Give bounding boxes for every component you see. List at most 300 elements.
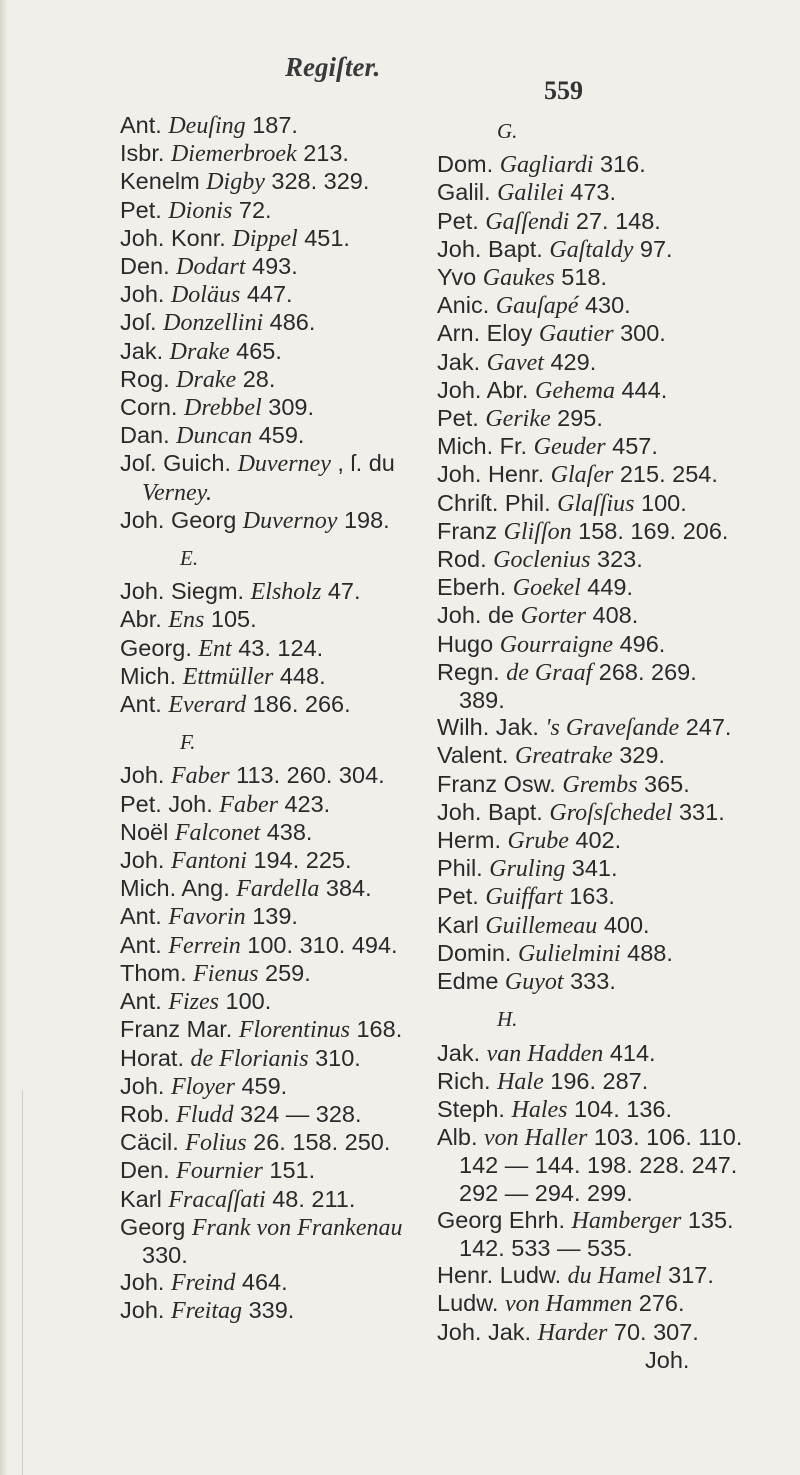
entry-given-name: Joh. xyxy=(120,1297,165,1324)
entry-name: Ens xyxy=(168,607,205,634)
index-entry xyxy=(120,960,480,988)
entry-given-name: Jak. xyxy=(437,1039,481,1066)
index-entry xyxy=(437,377,797,405)
entry-name: Gruling xyxy=(489,856,566,883)
entry-given-name: Yvo xyxy=(437,264,477,291)
index-entry xyxy=(120,1129,480,1157)
entry-pages: 100. 310. 494. xyxy=(247,931,398,958)
index-entry xyxy=(120,1101,480,1129)
index-entry xyxy=(120,762,480,790)
entry-given-name: Joſ. xyxy=(120,309,157,336)
entry-given-name: Franz xyxy=(437,517,498,544)
entry-given-name: Joh. de xyxy=(437,602,515,629)
entry-given-name: Rob. xyxy=(120,1100,170,1127)
entry-given-name: Ant. xyxy=(120,112,162,138)
entry-given-name: Kenelm xyxy=(120,168,200,195)
entry-name: Gerike xyxy=(485,406,551,433)
entry-pages: 47. xyxy=(327,578,361,605)
index-entry xyxy=(437,1319,797,1347)
entry-pages: 27. 148. xyxy=(575,207,661,234)
entry-given-name: Mich. xyxy=(120,662,177,689)
entry-name: Fantoni xyxy=(170,848,247,875)
index-entry xyxy=(120,309,480,337)
entry-name: Folius xyxy=(185,1130,247,1157)
entry-name: Duvernoy xyxy=(242,507,338,534)
entry-pages: 329. xyxy=(619,742,665,769)
entry-name: Gautier xyxy=(538,321,614,348)
entry-given-name: Joh. Georg xyxy=(120,506,237,533)
entry-given-name: Jak. xyxy=(437,348,481,375)
entry-given-name: Rod. xyxy=(437,546,487,573)
index-entry xyxy=(437,1124,797,1152)
entry-name: Hamberger xyxy=(571,1207,682,1234)
entry-name: Freind xyxy=(170,1270,236,1297)
entry-pages: 100. xyxy=(225,988,272,1015)
entry-given-name: Ant. xyxy=(120,903,162,930)
entry-pages: 292 — 294. 299. xyxy=(459,1179,633,1206)
entry-given-name: Abr. xyxy=(120,606,162,633)
entry-given-name: Noël xyxy=(120,818,169,845)
entry-pages: 196. 287. xyxy=(550,1067,649,1094)
entry-pages: 309. xyxy=(268,394,315,421)
entry-given-name: Cäcil. xyxy=(120,1129,179,1156)
entry-given-name: Galil. xyxy=(437,179,491,206)
section-letter: G. xyxy=(497,119,518,143)
entry-pages: 341. xyxy=(571,855,618,882)
entry-given-name: Mich. Fr. xyxy=(437,433,528,460)
index-entry-pages-continuation xyxy=(437,1180,797,1207)
entry-pages: 259. xyxy=(265,959,311,986)
entry-pages: 365. xyxy=(644,770,690,797)
entry-name: Fournier xyxy=(176,1158,263,1185)
index-entry-pages-continuation xyxy=(120,1242,480,1269)
entry-name: Hales xyxy=(511,1096,568,1123)
index-entry xyxy=(437,883,797,911)
index-entry xyxy=(437,574,797,602)
entry-pages: 444. xyxy=(621,376,668,403)
index-entry xyxy=(437,855,797,883)
entry-pages: 402. xyxy=(575,827,622,854)
entry-name: Gehema xyxy=(534,377,615,404)
section-letter: H. xyxy=(497,1007,518,1032)
index-entry xyxy=(120,366,480,394)
entry-name: de Graaf xyxy=(506,659,593,686)
entry-name: Fardella xyxy=(236,876,320,903)
index-entry xyxy=(437,659,797,687)
entry-given-name: Pet. xyxy=(437,207,479,234)
index-entry xyxy=(437,799,797,827)
index-entry xyxy=(437,602,797,630)
entry-pages: 163. xyxy=(569,883,615,910)
entry-name: Elsholz xyxy=(250,579,322,606)
entry-pages: 295. xyxy=(557,405,603,432)
entry-name: Guiffart xyxy=(485,884,563,911)
entry-name: Gavet xyxy=(486,349,544,376)
entry-pages: 139. xyxy=(252,903,298,930)
entry-pages: 414. xyxy=(609,1039,656,1066)
entry-pages: 104. 136. xyxy=(574,1095,673,1122)
entry-pages: 447. xyxy=(246,281,293,308)
entry-name: Goclenius xyxy=(493,547,591,574)
index-entry xyxy=(120,635,480,663)
entry-pages: 97. xyxy=(639,235,673,262)
index-entry xyxy=(437,1262,797,1290)
entry-name: Doläus xyxy=(170,282,241,309)
entry-name: Hale xyxy=(497,1068,544,1095)
entry-name: Dionis xyxy=(168,197,233,224)
index-entry xyxy=(437,912,797,940)
index-entry xyxy=(437,433,797,461)
entry-given-name: Pet. Joh. xyxy=(120,790,213,817)
index-entry-pages-continuation xyxy=(437,1235,797,1262)
entry-name: Grube xyxy=(507,828,569,855)
entry-given-name: Georg Ehrh. xyxy=(437,1206,566,1233)
index-entry xyxy=(437,742,797,770)
entry-pages: 323. xyxy=(597,546,643,573)
entry-given-name: Isbr. xyxy=(120,140,165,167)
entry-pages: 300. xyxy=(620,320,666,347)
entry-name: Deuſing xyxy=(168,113,246,139)
index-entry xyxy=(120,847,480,875)
page-title: Regiſter. xyxy=(285,52,381,82)
index-entry xyxy=(120,1269,480,1297)
entry-name: Geuder xyxy=(533,434,606,461)
entry-name: Drake xyxy=(169,338,230,365)
entry-pages: 142 — 144. 198. 228. 247. xyxy=(459,1152,738,1179)
entry-given-name: Pet. xyxy=(437,405,479,432)
index-entry xyxy=(120,875,480,903)
entry-given-name: Alb. xyxy=(437,1124,478,1151)
index-entry xyxy=(120,903,480,931)
entry-given-name: Wilh. Jak. xyxy=(437,714,539,741)
index-column-right xyxy=(437,108,797,1374)
entry-pages: 187. xyxy=(252,112,298,138)
index-entry xyxy=(120,819,480,847)
entry-name: Gaſſendi xyxy=(485,208,570,235)
entry-pages: 408. xyxy=(592,602,639,629)
index-entry xyxy=(120,1297,480,1325)
entry-name: Dodart xyxy=(176,254,246,281)
entry-name: Groſsſchedel xyxy=(549,799,673,826)
entry-name: Diemerbroek xyxy=(170,141,297,168)
entry-pages: 389. xyxy=(459,687,505,714)
entry-pages: 496. xyxy=(619,630,666,657)
entry-given-name: Jak. xyxy=(120,337,164,364)
index-entry xyxy=(437,490,797,518)
entry-given-name: Steph. xyxy=(437,1095,505,1122)
entry-given-name: Joh. Jak. xyxy=(437,1318,532,1345)
entry-name: du Hamel xyxy=(567,1263,662,1290)
entry-pages: 438. xyxy=(266,818,313,845)
entry-given-name: Henr. Ludw. xyxy=(437,1262,562,1289)
entry-name: Falconet xyxy=(174,819,261,846)
entry-given-name: Joh. xyxy=(120,847,165,874)
entry-given-name: Ant. xyxy=(120,988,162,1015)
index-entry xyxy=(120,1073,480,1101)
entry-name: Ent xyxy=(198,635,232,662)
entry-given-name: Joh. Siegm. xyxy=(120,578,245,605)
entry-given-name: Joh. Bapt. xyxy=(437,798,543,825)
entry-given-name: Joſ. Guich. xyxy=(120,450,232,477)
entry-name: Faber xyxy=(170,763,230,790)
entry-pages: 339. xyxy=(248,1297,295,1324)
index-entry-pages-continuation xyxy=(437,687,797,714)
entry-name: Ferrein xyxy=(168,932,241,959)
index-column-left xyxy=(120,112,480,1326)
entry-pages: 186. 266. xyxy=(252,691,351,718)
entry-name: Greatrake xyxy=(514,743,613,770)
entry-pages: 400. xyxy=(603,911,650,938)
index-entry xyxy=(437,264,797,292)
entry-given-name: Mich. Ang. xyxy=(120,875,230,902)
entry-pages: 142. 533 — 535. xyxy=(459,1234,633,1261)
index-entry xyxy=(120,281,480,309)
entry-pages: 247. xyxy=(685,714,732,741)
entry-pages: 213. xyxy=(303,140,349,167)
index-entry xyxy=(437,546,797,574)
entry-pages: 448. xyxy=(279,662,326,689)
entry-given-name: Horat. xyxy=(120,1044,184,1071)
index-entry xyxy=(120,197,480,225)
index-entry xyxy=(120,606,480,634)
index-entry xyxy=(437,461,797,489)
entry-name: Gagliardi xyxy=(499,152,594,179)
entry-pages: 317. xyxy=(668,1262,714,1289)
entry-given-name: Hugo xyxy=(437,630,494,657)
entry-given-name: Georg. xyxy=(120,634,192,661)
entry-given-name: Joh. Abr. xyxy=(437,376,529,403)
index-entry xyxy=(437,771,797,799)
section-letter: F. xyxy=(180,730,196,755)
entry-pages: 459. xyxy=(241,1072,288,1099)
index-entry xyxy=(437,405,797,433)
entry-name: Frank von Frankenau xyxy=(191,1214,403,1241)
index-entry xyxy=(120,140,480,168)
entry-given-name: Joh. xyxy=(120,1072,165,1099)
index-entry-pages-continuation xyxy=(437,1152,797,1179)
entry-pages: 429. xyxy=(550,348,597,375)
entry-given-name: Valent. xyxy=(437,742,509,769)
entry-name: 's Graveſande xyxy=(545,715,680,742)
entry-given-name: Joh. Konr. xyxy=(120,224,226,251)
entry-pages: 100. xyxy=(641,489,687,516)
entry-pages: 330. xyxy=(142,1241,188,1268)
entry-name: de Florianis xyxy=(190,1045,309,1072)
index-entry xyxy=(120,1186,480,1214)
index-entry xyxy=(437,236,797,264)
index-entry xyxy=(437,208,797,236)
entry-pages: 457. xyxy=(612,433,658,460)
index-entry xyxy=(120,507,480,535)
entry-given-name: Joh. xyxy=(120,281,165,308)
index-entry xyxy=(437,714,797,742)
index-entry xyxy=(120,1045,480,1073)
index-entry xyxy=(437,827,797,855)
entry-pages: 194. 225. xyxy=(253,847,352,874)
index-entry xyxy=(120,791,480,819)
index-entry xyxy=(120,422,480,450)
entry-pages: 48. 211. xyxy=(272,1185,356,1212)
entry-pages: 72. xyxy=(238,196,272,223)
entry-given-name: Den. xyxy=(120,1157,170,1184)
index-entry xyxy=(120,988,480,1016)
entry-name: Drebbel xyxy=(184,395,262,422)
entry-pages: 465. xyxy=(236,337,282,364)
entry-pages: 151. xyxy=(269,1157,316,1184)
entry-given-name: Joh. xyxy=(120,1269,165,1296)
entry-name: Digby xyxy=(206,169,265,196)
index-entry xyxy=(437,1068,797,1096)
entry-given-name: Thom. xyxy=(120,959,187,986)
entry-pages: 158. 169. 206. xyxy=(578,517,729,544)
entry-given-name: Joh. xyxy=(120,762,165,789)
entry-name: Gauſapé xyxy=(495,293,579,320)
entry-given-name: Joh. Henr. xyxy=(437,461,545,488)
entry-pages: 384. xyxy=(325,875,372,902)
entry-pages: 473. xyxy=(570,179,617,206)
index-entry xyxy=(120,450,480,478)
entry-pages: 113. 260. 304. xyxy=(236,762,385,789)
entry-pages: 459. xyxy=(258,422,305,449)
entry-pages: 486. xyxy=(269,309,316,336)
entry-pages: 168. xyxy=(356,1016,403,1043)
entry-pages: 451. xyxy=(304,224,350,251)
entry-pages: 103. 106. 110. xyxy=(593,1124,743,1151)
index-entry xyxy=(437,968,797,996)
entry-pages: 26. 158. 250. xyxy=(253,1129,391,1156)
entry-given-name: Ant. xyxy=(120,691,162,718)
entry-name: Fienus xyxy=(193,960,259,987)
entry-name: Favorin xyxy=(168,904,246,931)
index-entry xyxy=(120,168,480,196)
entry-name: Drake xyxy=(176,366,237,393)
entry-pages: , ſ. du xyxy=(337,450,395,477)
index-entry xyxy=(437,1096,797,1124)
entry-given-name: Arn. Eloy xyxy=(437,320,533,347)
entry-name: Fizes xyxy=(168,989,220,1016)
index-entry xyxy=(437,151,797,179)
entry-name: Donzellini xyxy=(163,310,264,337)
entry-pages: 488. xyxy=(627,939,673,966)
entry-name: Ettmüller xyxy=(182,663,274,690)
entry-pages: 198. xyxy=(343,506,390,533)
entry-given-name: Ludw. xyxy=(437,1290,499,1317)
entry-pages: 310. xyxy=(315,1044,361,1071)
index-entry xyxy=(120,932,480,960)
index-entry xyxy=(120,691,480,719)
entry-name: Glaſſius xyxy=(557,490,635,517)
entry-pages: 135. xyxy=(687,1206,734,1233)
entry-given-name: Ant. xyxy=(120,931,162,958)
entry-name: Duncan xyxy=(176,423,253,450)
entry-pages: 268. 269. xyxy=(598,658,697,685)
entry-given-name: Regn. xyxy=(437,658,500,685)
entry-name: Gliſſon xyxy=(503,518,572,545)
index-entry xyxy=(437,1207,797,1235)
index-entry xyxy=(120,1016,480,1044)
entry-name: Dippel xyxy=(232,225,298,252)
entry-name: Verney. xyxy=(142,479,212,506)
index-entry xyxy=(120,225,480,253)
entry-given-name: Herm. xyxy=(437,827,501,854)
entry-name: Gaukes xyxy=(482,265,555,292)
entry-pages: 316. xyxy=(600,151,646,178)
section-letter: E. xyxy=(180,546,199,571)
index-entry xyxy=(120,578,480,606)
entry-given-name: Georg xyxy=(120,1213,186,1240)
entry-name: Florentinus xyxy=(238,1017,350,1044)
entry-given-name: Edme xyxy=(437,968,499,995)
entry-given-name: Anic. xyxy=(437,292,490,319)
entry-name: Galilei xyxy=(497,180,564,207)
entry-name: Glaſer xyxy=(550,462,614,489)
entry-name: Gulielmini xyxy=(517,940,621,967)
entry-pages: 105. xyxy=(210,606,257,633)
entry-name: Gaſtaldy xyxy=(549,236,634,263)
entry-given-name: Chriſt. Phil. xyxy=(437,489,551,516)
entry-given-name: Domin. xyxy=(437,939,512,966)
page-edge-shadow xyxy=(0,0,8,1475)
entry-pages: 518. xyxy=(561,264,607,291)
entry-pages: 464. xyxy=(241,1269,288,1296)
entry-given-name: Karl xyxy=(437,911,479,938)
index-entry xyxy=(120,338,480,366)
entry-given-name: Den. xyxy=(120,253,170,280)
index-entry xyxy=(437,518,797,546)
entry-given-name: Dom. xyxy=(437,151,494,178)
index-entry xyxy=(437,631,797,659)
index-entry xyxy=(437,320,797,348)
entry-name: van Hadden xyxy=(486,1040,604,1067)
entry-given-name: Franz Mar. xyxy=(120,1016,233,1043)
index-entry xyxy=(437,292,797,320)
index-entry xyxy=(120,394,480,422)
entry-pages: 276. xyxy=(638,1290,685,1317)
entry-name: Fracaſſati xyxy=(168,1186,266,1213)
entry-given-name: Eberh. xyxy=(437,574,507,601)
index-entry xyxy=(120,1214,480,1242)
entry-name: Grembs xyxy=(562,771,638,798)
entry-given-name: Pet. xyxy=(120,196,162,223)
entry-pages: 28. xyxy=(242,365,276,392)
entry-name: Duverney xyxy=(237,451,331,478)
entry-given-name: Corn. xyxy=(120,394,178,421)
entry-pages: 215. 254. xyxy=(619,461,718,488)
index-entry xyxy=(120,253,480,281)
entry-pages: 43. 124. xyxy=(238,634,324,661)
entry-pages: 331. xyxy=(678,798,725,825)
entry-name: Everard xyxy=(168,692,247,719)
entry-name: von Haller xyxy=(484,1125,588,1152)
catchword: Joh. xyxy=(645,1346,690,1373)
entry-given-name: Karl xyxy=(120,1185,162,1212)
entry-pages: 423. xyxy=(284,790,331,817)
fold-line xyxy=(22,1090,23,1475)
index-entry xyxy=(437,940,797,968)
entry-given-name: Rich. xyxy=(437,1067,491,1094)
entry-pages: 493. xyxy=(252,253,298,280)
index-entry xyxy=(437,349,797,377)
entry-name: Gourraigne xyxy=(499,631,614,658)
entry-pages: 324 — 328. xyxy=(240,1100,362,1127)
index-entry xyxy=(120,112,480,140)
entry-pages: 333. xyxy=(570,968,616,995)
entry-name: Fludd xyxy=(176,1101,234,1128)
entry-given-name: Phil. xyxy=(437,855,483,882)
entry-given-name: Rog. xyxy=(120,365,170,392)
entry-name: Freitag xyxy=(170,1298,243,1325)
entry-name: Faber xyxy=(219,791,278,818)
